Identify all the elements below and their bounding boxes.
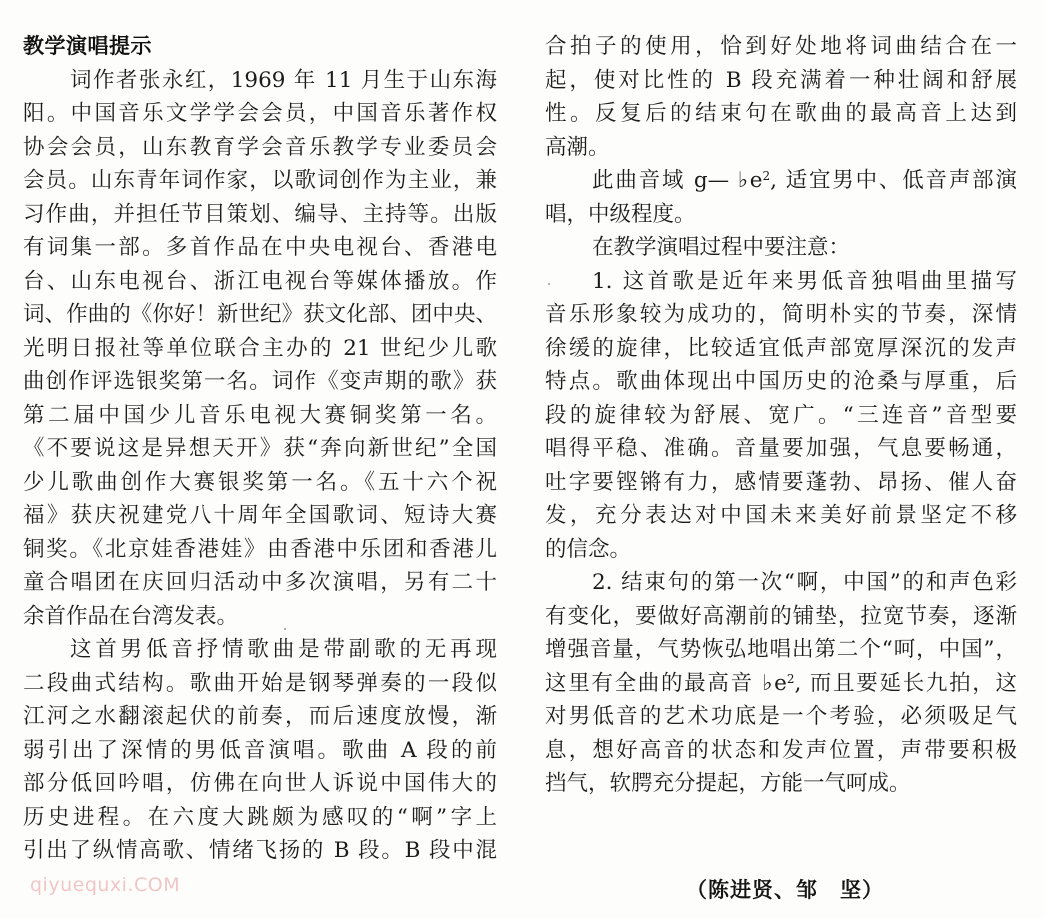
text-line: 增强音量，气势恢弘地唱出第二个“呵，中国”， <box>545 637 1017 662</box>
text-line: 对男低音的艺术功底是一个考验，必须吸足气 <box>545 704 1017 729</box>
text-line: 唱，中级程度。 <box>545 201 696 227</box>
text-line: 习作曲，并担任节目策划、编导、主持等。出版 <box>23 201 497 227</box>
text-line: 息，想好高音的状态和发声位置，声带要积极 <box>545 737 1017 763</box>
text-line: 段的旋律较为舒展、宽广。“三连音”音型要 <box>545 402 1017 428</box>
range-prefix: 此曲音域 g— <box>592 168 738 193</box>
teaching-notes-intro <box>545 231 1017 265</box>
text-line: 发，充分表达对中国未来美好前景坚定不移 <box>545 503 1017 528</box>
flat-symbol: ♭ <box>762 670 775 696</box>
text-line: 余首作品在台湾发表。 <box>23 603 239 629</box>
text-line <box>545 667 1017 701</box>
text-line <box>545 164 1017 198</box>
left-column <box>23 30 497 868</box>
author-attribution: （陈进贤、邹 坚） <box>686 878 884 902</box>
text-line: 吐字要铿锵有力，感情要蓬勃、昂扬、催人奋 <box>545 469 1017 495</box>
text-line: 部分低回吟唱，仿佛在向世人诉说中国伟大的 <box>23 771 497 796</box>
text-line: 光明日报社等单位联合主办的 21 世纪少儿歌 <box>23 335 497 361</box>
scan-speck <box>548 283 550 285</box>
text-line: 2. 结束句的第一次“啊，中国”的和声色彩 <box>592 570 1017 595</box>
octave-mark: 2 <box>786 671 795 686</box>
note-suffix: , 而且要延长九拍，这 <box>794 670 1017 696</box>
range-suffix: , 适宜男中、低音声部演 <box>770 168 1017 193</box>
scan-speck <box>284 628 286 630</box>
text-line: 唱得平稳、准确。音量要加强，气息要畅通， <box>545 436 1017 461</box>
teaching-note-1 <box>545 265 1017 567</box>
text-line: 曲创作评选银奖第一名。词作《变声期的歌》获 <box>23 369 497 394</box>
text-line: 阳。中国音乐文学学会会员，中国音乐著作权 <box>23 101 497 126</box>
text-line: 引出了纵情高歌、情绪飞扬的 B 段。B 段中混 <box>23 838 497 863</box>
text-line: 性。反复后的结束句在歌曲的最高音上达到 <box>545 101 1017 126</box>
text-line: 的信念。 <box>545 536 632 562</box>
text-line: 音乐形象较为成功的，简明朴实的节奏，深情 <box>545 302 1017 327</box>
text-line: 这首男低音抒情歌曲是带副歌的无再现 <box>70 637 497 662</box>
song-analysis-continued-paragraph <box>545 30 1017 164</box>
section-heading: 教学演唱提示 <box>23 34 152 58</box>
text-line: 少儿歌曲创作大赛银奖第一名。《五十六个祝 <box>23 469 497 495</box>
text-line: 协会会员，山东教育学会音乐教学专业委员会 <box>23 134 497 160</box>
text-line: 在教学演唱过程中要注意： <box>592 235 851 260</box>
text-line: 词作者张永红，1969 年 11 月生于山东海 <box>70 67 497 93</box>
text-line: 词、作曲的《你好！新世纪》获文化部、团中央、 <box>23 302 497 327</box>
text-line: 特点。歌曲体现出中国历史的沧桑与厚重，后 <box>545 369 1017 394</box>
flat-symbol: ♭ <box>737 168 750 193</box>
octave-mark: 2 <box>762 169 771 183</box>
text-line: 二段曲式结构。歌曲开始是钢琴弹奏的一段似 <box>23 670 497 696</box>
text-line: 有词集一部。多首作品在中央电视台、香港电 <box>23 235 497 260</box>
note-name: e <box>749 168 763 193</box>
text-line: 历史进程。在六度大跳颇为感叹的“啊”字上 <box>23 804 497 830</box>
text-line: 合拍子的使用，恰到好处地将词曲结合在一 <box>545 34 1017 59</box>
text-line: 《不要说这是异想天开》获“奔向新世纪”全国 <box>23 436 497 461</box>
text-line: 徐缓的旋律，比较适宜低声部宽厚深沉的发声 <box>545 335 1017 361</box>
text-line: 福》获庆祝建党八十周年全国歌词、短诗大赛 <box>23 503 497 528</box>
text-line: 挡气，软腭充分提起，方能一气呵成。 <box>545 771 911 796</box>
author-bio-paragraph <box>23 64 497 634</box>
right-column <box>545 30 1017 801</box>
text-line: 起，使对比性的 B 段充满着一种壮阔和舒展 <box>545 67 1017 93</box>
vocal-range-paragraph <box>545 164 1017 231</box>
text-line: 童合唱团在庆回归活动中多次演唱，另有二十 <box>23 570 497 595</box>
watermark: qiyuequxi.COM <box>30 874 181 896</box>
text-line: 铜奖。《北京娃香港娃》由香港中乐团和香港儿 <box>23 536 497 562</box>
text-line: 江河之水翻滚起伏的前奏，而后速度放慢，渐 <box>23 704 497 729</box>
text-line: 台、山东电视台、浙江电视台等媒体播放。作 <box>23 268 497 294</box>
note-name: e <box>774 670 787 696</box>
song-analysis-paragraph <box>23 633 497 868</box>
teaching-note-2 <box>545 566 1017 801</box>
text-line: 有变化，要做好高潮前的铺垫，拉宽节奏，逐渐 <box>545 603 1017 629</box>
text-line: 第二届中国少儿音乐电视大赛铜奖第一名。 <box>23 402 497 428</box>
text-line: 会员。山东青年词作家，以歌词创作为主业，兼 <box>23 168 497 193</box>
text-line: 1. 这首歌是近年来男低音独唱曲里描写 <box>592 268 1017 294</box>
text-line: 高潮。 <box>545 134 610 160</box>
note-prefix: 这里有全曲的最高音 <box>545 670 763 696</box>
text-line: 弱引出了深情的男低音演唱。歌曲 A 段的前 <box>23 737 497 763</box>
